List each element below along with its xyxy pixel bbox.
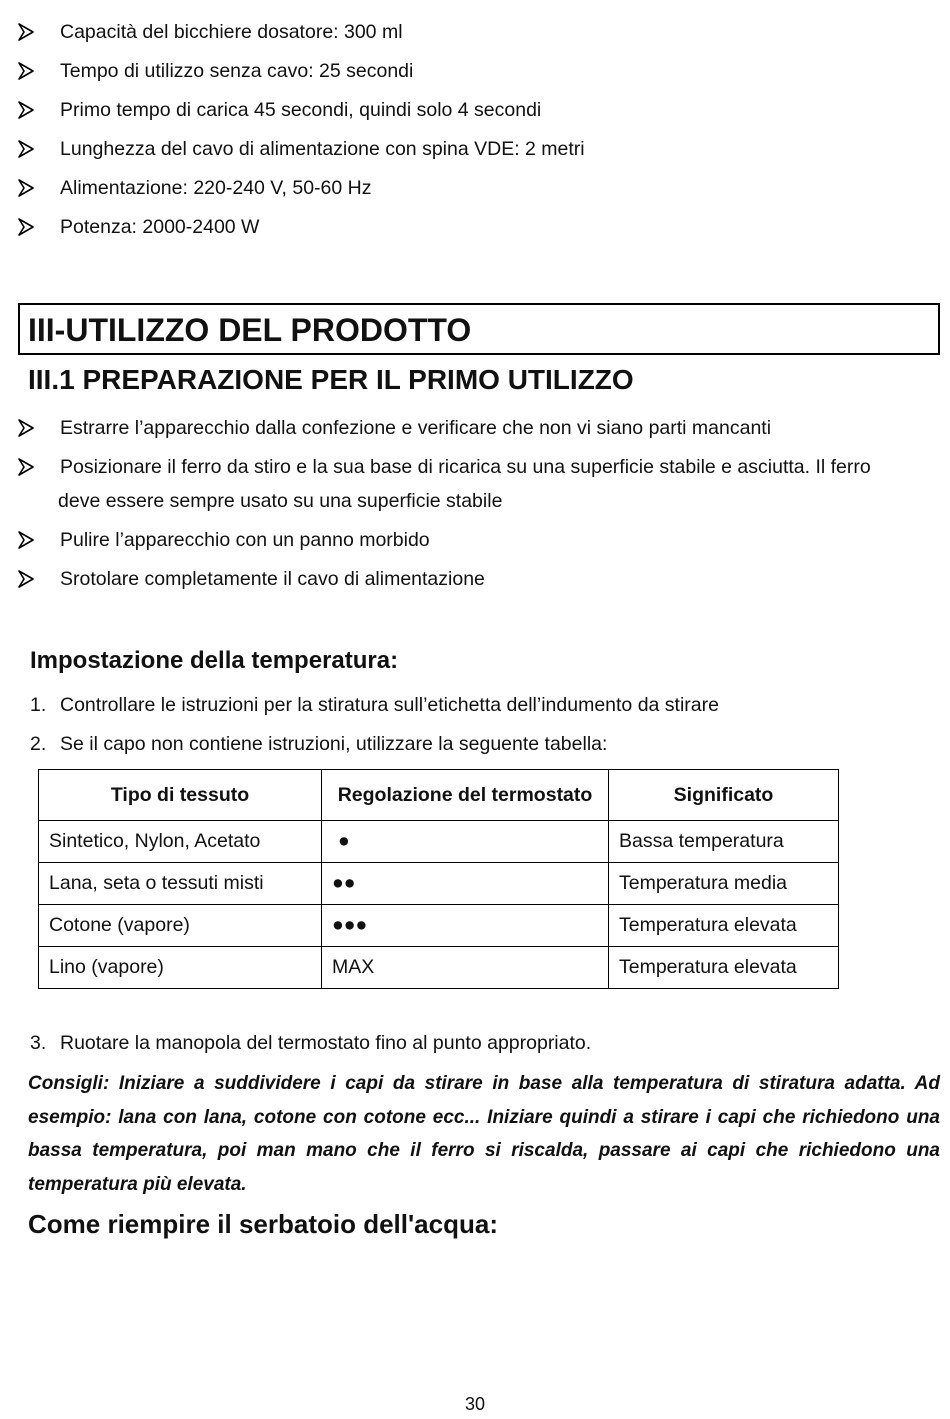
page-number: 30 [464,1394,486,1414]
arrow-bullet-icon [18,98,60,122]
table-cell: ● [322,821,609,863]
tips-paragraph: Consigli: Iniziare a suddividere i capi da stirare in base alla temperatura di stiratura adatta. Ad esempio: lana con lana, cotone con cotone ecc... Iniziare quindi a stirare i capi che richiedono una bassa temperatura, poi man mano che il ferro si riscalda, passare ai capi che richiedono una temperatura più elevata. [28,1073,940,1195]
list-item-continuation: deve essere sempre usato su una superficie stabile [58,490,503,512]
list-item: Lunghezza del cavo di alimentazione con spina VDE: 2 metri [18,137,585,161]
list-item: Capacità del bicchiere dosatore: 300 ml [18,20,403,44]
list-item: Posizionare il ferro da stiro e la sua base di ricarica su una superficie stabile e asciutta. Il ferro [18,455,871,479]
table-cell: Cotone (vapore) [39,905,322,947]
numbered-step: 3. Ruotare la manopola del termostato fino al punto appropriato. [30,1032,592,1054]
list-item: Potenza: 2000-2400 W [18,215,259,239]
list-item: Srotolare completamente il cavo di alimentazione [18,567,485,591]
table-header-cell: Significato [609,770,839,821]
table-cell: ●●● [322,905,609,947]
table-row [39,947,839,989]
table-row [39,821,839,863]
table-header-cell: Tipo di tessuto [39,770,322,821]
table-row [39,905,839,947]
arrow-bullet-icon [18,528,60,552]
list-item: Pulire l’apparecchio con un panno morbido [18,528,430,552]
table-cell: Bassa temperatura [609,821,839,863]
table-cell: Temperatura elevata [609,905,839,947]
list-item: Estrarre l’apparecchio dalla confezione e verificare che non vi siano parti mancanti [18,416,771,440]
arrow-bullet-icon [18,59,60,83]
table-row [39,863,839,905]
table-cell: Sintetico, Nylon, Acetato [39,821,322,863]
table-cell: Temperatura elevata [609,947,839,989]
section-title: III-UTILIZZO DEL PRODOTTO [28,312,472,348]
arrow-bullet-icon [18,137,60,161]
table-cell: MAX [322,947,609,989]
temperature-heading: Impostazione della temperatura: [30,647,399,674]
table-cell: Lana, seta o tessuti misti [39,863,322,905]
list-item: Tempo di utilizzo senza cavo: 25 secondi [18,59,413,83]
numbered-step: 1. Controllare le istruzioni per la stiratura sull’etichetta dell’indumento da stirare [30,694,719,716]
list-item: Primo tempo di carica 45 secondi, quindi solo 4 secondi [18,98,541,122]
arrow-bullet-icon [18,176,60,200]
temperature-table [38,769,839,989]
table-cell: ●● [322,863,609,905]
list-item: Alimentazione: 220-240 V, 50-60 Hz [18,176,371,200]
arrow-bullet-icon [18,20,60,44]
subsection-title: III.1 PREPARAZIONE PER IL PRIMO UTILIZZO [28,364,634,395]
arrow-bullet-icon [18,455,60,479]
numbered-step: 2. Se il capo non contiene istruzioni, utilizzare la seguente tabella: [30,733,608,755]
arrow-bullet-icon [18,416,60,440]
arrow-bullet-icon [18,215,60,239]
arrow-bullet-icon [18,567,60,591]
table-cell: Lino (vapore) [39,947,322,989]
table-header-cell: Regolazione del termostato [322,770,609,821]
table-cell: Temperatura media [609,863,839,905]
water-tank-heading: Come riempire il serbatoio dell'acqua: [28,1209,498,1239]
table-header-row [39,770,839,821]
